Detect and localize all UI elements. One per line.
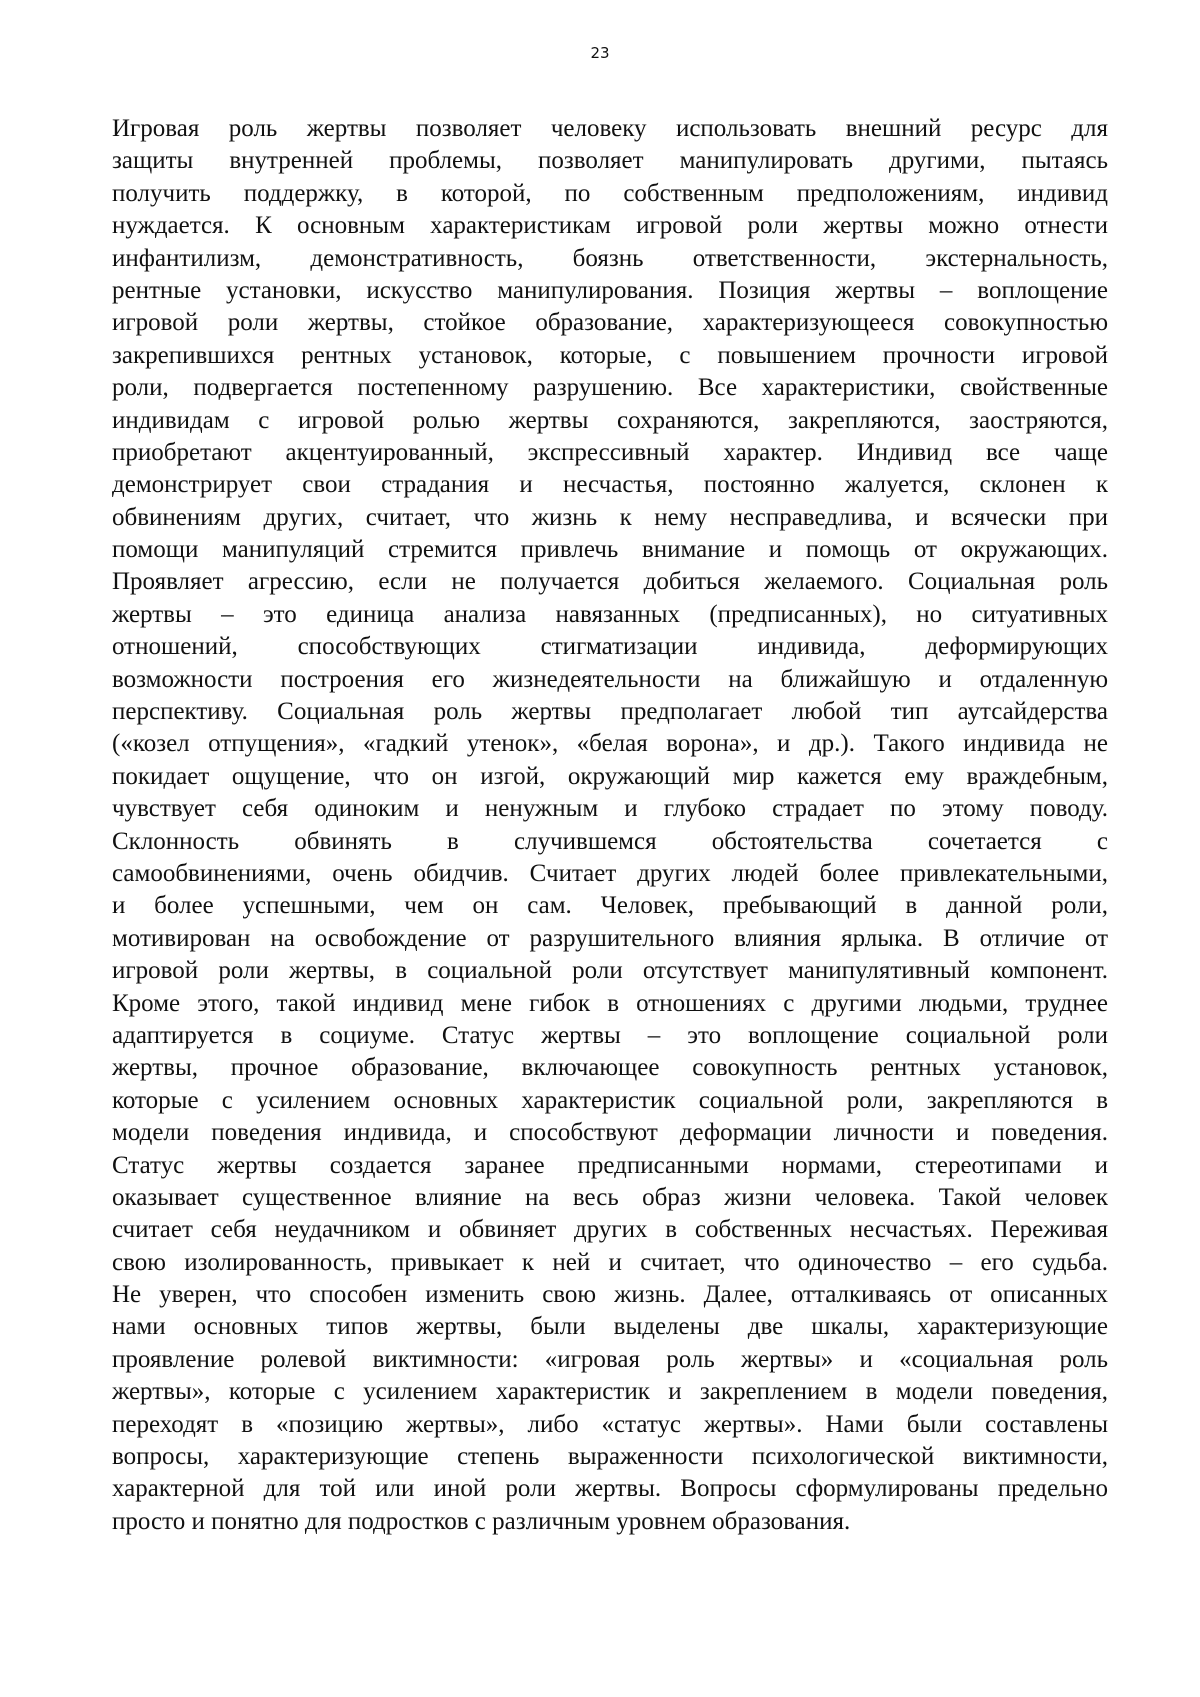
text-line: («козел отпущения», «гадкий утенок», «белая ворона», и др.). Такого индивида не [112,730,1108,758]
text-line: инфантилизм, демонстративность, боязнь ответственности, экстернальность, [112,244,1108,272]
text-line: закрепившихся рентных установок, которые, с повышением прочности игровой [112,341,1108,369]
text-line: демонстрирует свои страдания и несчастья, постоянно жалуется, склонен к [112,471,1108,499]
text-line: получить поддержку, в которой, по собственным предположениям, индивид [112,179,1108,207]
text-line: считает себя неудачником и обвиняет других в собственных несчастьях. Переживая [112,1216,1108,1244]
text-line: чувствует себя одиноким и ненужным и глубоко страдает по этому поводу. [112,795,1108,823]
text-line: Кроме этого, такой индивид мене гибок в отношениях с другими людьми, труднее [112,989,1108,1017]
text-line: Не уверен, что способен изменить свою жизнь. Далее, отталкиваясь от описанных [112,1281,1108,1309]
text-line: жертвы, прочное образование, включающее совокупность рентных установок, [112,1054,1108,1082]
text-line: игровой роли жертвы, в социальной роли отсутствует манипулятивный компонент. [112,957,1108,985]
text-line: возможности построения его жизнедеятельности на ближайшую и отдаленную [112,665,1108,693]
text-line: мотивирован на освобождение от разрушительного влияния ярлыка. В отличие от [112,924,1108,952]
text-line: приобретают акцентуированный, экспрессивный характер. Индивид все чаще [112,438,1108,466]
text-line: характерной для той или иной роли жертвы. Вопросы сформулированы предельно [112,1475,1108,1503]
text-line: нуждается. К основным характеристикам игровой роли жертвы можно отнести [112,212,1108,240]
text-line: помощи манипуляций стремится привлечь внимание и помощь от окружающих. [112,536,1108,564]
text-line: Проявляет агрессию, если не получается добиться желаемого. Социальная роль [112,568,1108,596]
text-line: самообвинениями, очень обидчив. Считает других людей более привлекательными, [112,859,1108,887]
text-line: вопросы, характеризующие степень выраженности психологической виктимности, [112,1443,1108,1471]
text-line: Склонность обвинять в случившемся обстоятельства сочетается с [112,827,1108,855]
text-line: индивидам с игровой ролью жертвы сохраняются, закрепляются, заостряются, [112,406,1108,434]
text-line: переходят в «позицию жертвы», либо «статус жертвы». Нами были составлены [112,1410,1108,1438]
text-line: перспективу. Социальная роль жертвы предполагает любой тип аутсайдерства [112,698,1108,726]
text-line: жертвы», которые с усилением характеристик и закреплением в модели поведения, [112,1378,1108,1406]
text-line: проявление ролевой виктимности: «игровая роль жертвы» и «социальная роль [112,1345,1108,1373]
text-line: защиты внутренней проблемы, позволяет манипулировать другими, пытаясь [112,147,1108,175]
text-line: Игровая роль жертвы позволяет человеку использовать внешний ресурс для [112,115,1108,142]
text-line: адаптируется в социуме. Статус жертвы – это воплощение социальной роли [112,1021,1108,1049]
text-line: жертвы – это единица анализа навязанных (предписанных), но ситуативных [112,600,1108,628]
page-number: 23 [590,44,610,62]
text-line: и более успешными, чем он сам. Человек, пребывающий в данной роли, [112,892,1108,920]
text-line: которые с усилением основных характеристик социальной роли, закрепляются в [112,1086,1108,1114]
text-line: Статус жертвы создается заранее предписанными нормами, стереотипами и [112,1151,1108,1179]
text-line: игровой роли жертвы, стойкое образование, характеризующееся совокупностью [112,309,1108,337]
text-line: покидает ощущение, что он изгой, окружающий мир кажется ему враждебным, [112,762,1108,790]
text-line: нами основных типов жертвы, были выделены две шкалы, характеризующие [112,1313,1108,1341]
body-paragraph [112,113,1108,1538]
text-line: оказывает существенное влияние на весь образ жизни человека. Такой человек [112,1183,1108,1211]
text-line: рентные установки, искусство манипулирования. Позиция жертвы – воплощение [112,276,1108,304]
text-line: модели поведения индивида, и способствуют деформации личности и поведения. [112,1119,1108,1147]
text-line: обвинениям других, считает, что жизнь к нему несправедлива, и всячески при [112,503,1108,531]
text-line: роли, подвергается постепенному разрушению. Все характеристики, свойственные [112,374,1108,402]
text-line: просто и понятно для подростков с различным уровнем образования. [112,1507,851,1535]
text-line: свою изолированность, привыкает к ней и считает, что одиночество – его судьба. [112,1248,1108,1276]
text-line: отношений, способствующих стигматизации индивида, деформирующих [112,633,1108,661]
